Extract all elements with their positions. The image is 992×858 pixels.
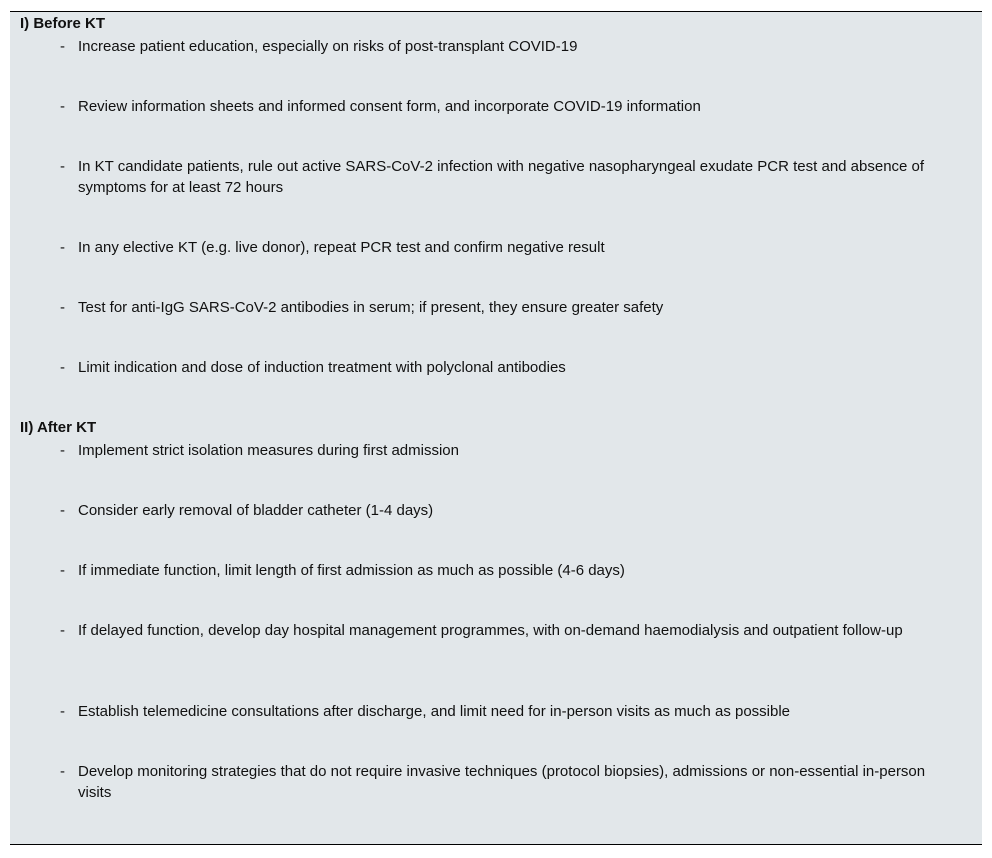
- list-item-text: If delayed function, develop day hospital management programmes, with on-demand haemodialysis and outpatient follow-up: [78, 622, 903, 639]
- list-item: [60, 36, 940, 57]
- list-item-text: Consider early removal of bladder catheter (1-4 days): [78, 502, 434, 519]
- section-title-after-kt: II) After KT: [20, 419, 97, 436]
- list-item-text: Test for anti-IgG SARS-CoV-2 antibodies in serum; if present, they ensure greater safety: [78, 299, 664, 316]
- bullet-dash: -: [60, 98, 65, 115]
- bullet-dash: -: [60, 703, 65, 720]
- bullet-dash: -: [60, 763, 65, 780]
- list-item: [60, 96, 940, 117]
- bullet-dash: -: [60, 502, 65, 519]
- list-item-text: If immediate function, limit length of first admission as much as possible (4-6 days): [78, 562, 625, 579]
- list-item: [60, 156, 940, 198]
- recommendations-table: [10, 11, 982, 845]
- bullet-dash: -: [60, 622, 65, 639]
- list-item-text: In any elective KT (e.g. live donor), repeat PCR test and confirm negative result: [78, 239, 605, 256]
- section-title-before-kt: I) Before KT: [20, 15, 106, 32]
- bullet-dash: -: [60, 299, 65, 316]
- bullet-dash: -: [60, 359, 65, 376]
- list-item: [60, 500, 940, 521]
- list-item: [60, 237, 940, 258]
- list-item-text: Limit indication and dose of induction treatment with polyclonal antibodies: [78, 359, 566, 376]
- list-item: [60, 761, 940, 803]
- list-item-text: In KT candidate patients, rule out active SARS-CoV-2 infection with negative nasopharyngeal exudate PCR test and absence of symptoms for at least 72 hours: [78, 158, 925, 196]
- bullet-dash: -: [60, 442, 65, 459]
- bullet-dash: -: [60, 158, 65, 175]
- bullet-dash: -: [60, 239, 65, 256]
- list-item: [60, 297, 940, 318]
- bullet-dash: -: [60, 38, 65, 55]
- list-item: [60, 701, 940, 722]
- list-item-text: Increase patient education, especially on risks of post-transplant COVID-19: [78, 38, 578, 55]
- list-item-text: Develop monitoring strategies that do not require invasive techniques (protocol biopsies), admissions or non-essential in-person visits: [78, 763, 926, 801]
- list-item: [60, 620, 940, 641]
- bullet-dash: -: [60, 562, 65, 579]
- list-item-text: Implement strict isolation measures during first admission: [78, 442, 459, 459]
- list-item: [60, 357, 940, 378]
- list-item: [60, 440, 940, 461]
- list-item-text: Review information sheets and informed consent form, and incorporate COVID-19 information: [78, 98, 701, 115]
- list-item-text: Establish telemedicine consultations after discharge, and limit need for in-person visits as much as possible: [78, 703, 791, 720]
- list-item: [60, 560, 940, 581]
